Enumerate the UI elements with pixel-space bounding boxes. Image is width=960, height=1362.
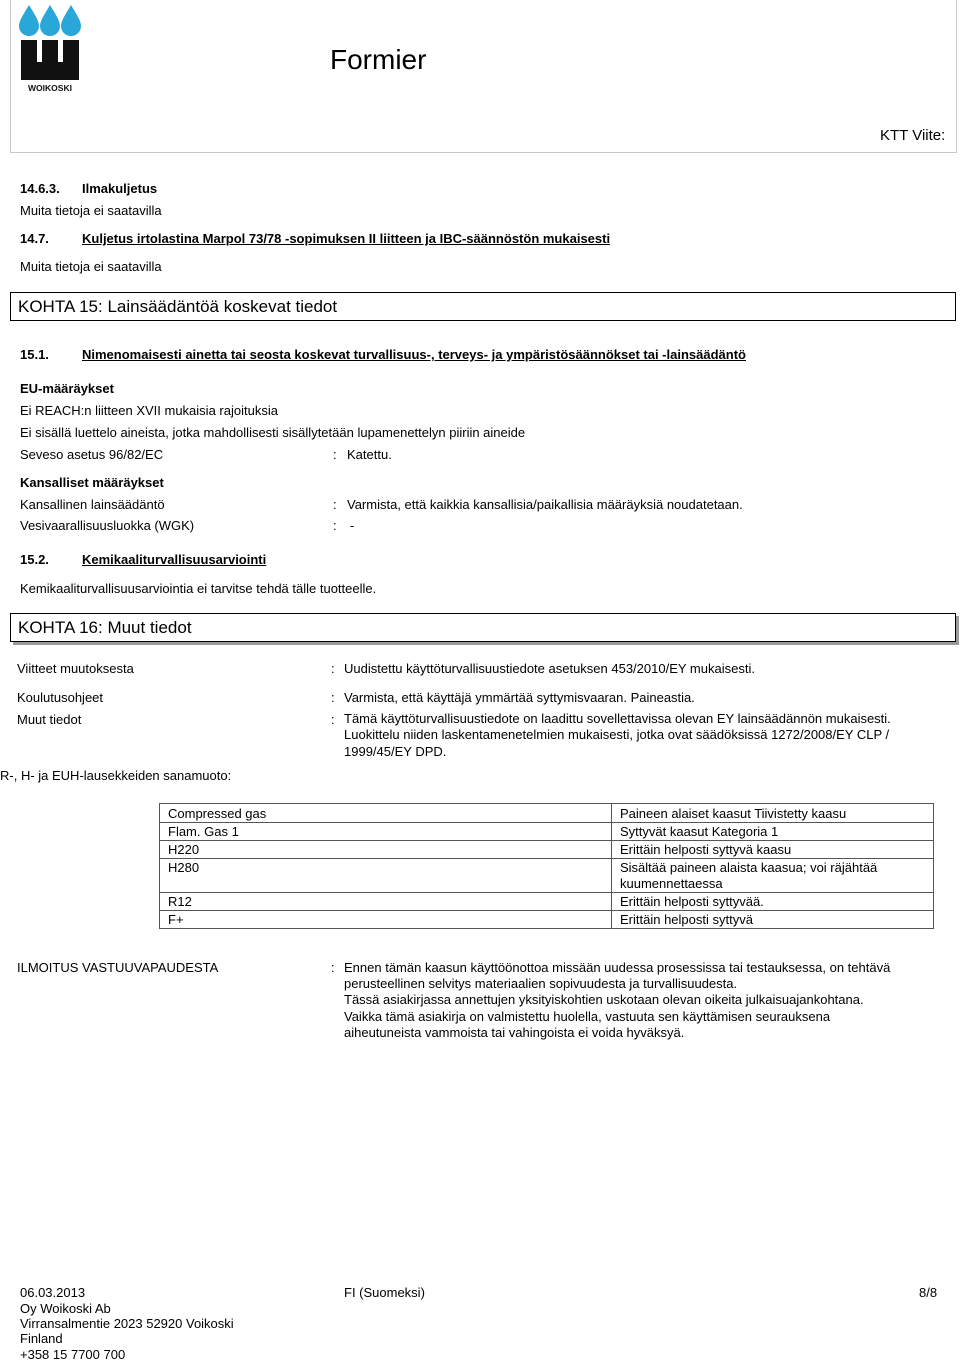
wgk-label: Vesivaarallisuusluokka (WGK) bbox=[20, 518, 195, 533]
disclaimer-line-1: Ennen tämän kaasun käyttöönottoa missään uudessa prosessissa tai testauksessa, on tehtävä bbox=[344, 960, 891, 975]
footer-country: Finland bbox=[20, 1331, 63, 1346]
phrase-text: Syttyvät kaasut Kategoria 1 bbox=[612, 823, 934, 841]
page-header bbox=[10, 0, 957, 153]
svg-text:WOIKOSKI: WOIKOSKI bbox=[28, 83, 72, 93]
other-info-label: Muut tiedot bbox=[17, 712, 82, 727]
section-16-header bbox=[10, 613, 956, 642]
phrase-code: F+ bbox=[160, 911, 612, 929]
section-14-7-number: 14.7. bbox=[20, 231, 49, 246]
section-15-1-title: Nimenomaisesti ainetta tai seosta koskevat turvallisuus-, terveys- ja ympäristösäännökset tai -lainsäädäntö bbox=[82, 347, 746, 362]
national-regulations-heading: Kansalliset määräykset bbox=[20, 475, 164, 490]
phrase-code: Flam. Gas 1 bbox=[160, 823, 612, 841]
training-value: Varmista, että käyttäjä ymmärtää syttymisvaaran. Paineastia. bbox=[344, 690, 695, 705]
section-15-2-text: Kemikaaliturvallisuusarviointia ei tarvitse tehdä tälle tuotteelle. bbox=[20, 581, 377, 596]
changes-colon: : bbox=[331, 661, 335, 676]
other-info-line-1: Tämä käyttöturvallisuustiedote on laadittu sovellettavissa olevan EY lainsäädännön mukaisesti. bbox=[344, 711, 891, 726]
other-info-colon: : bbox=[331, 712, 335, 727]
phrase-code: H220 bbox=[160, 841, 612, 859]
section-14-7-title: Kuljetus irtolastina Marpol 73/78 -sopimuksen II liitteen ja IBC-säännöstön mukaisesti bbox=[82, 231, 611, 246]
footer-date: 06.03.2013 bbox=[20, 1285, 86, 1300]
phrase-text: Erittäin helposti syttyvää. bbox=[612, 893, 934, 911]
footer-language: FI (Suomeksi) bbox=[344, 1285, 425, 1300]
logo-icon bbox=[10, 0, 90, 100]
wgk-value: - bbox=[350, 518, 355, 533]
changes-label: Viitteet muutoksesta bbox=[17, 661, 134, 676]
section-14-6-3-title: Ilmakuljetus bbox=[82, 181, 158, 196]
woikoski-logo bbox=[10, 0, 90, 100]
disclaimer-line-5: aiheutuneista vammoista tai vahingoista ei voida hyväksyä. bbox=[344, 1025, 685, 1040]
other-info-line-2: Luokittelu niiden laskentamenetelmien mukaisesti, jotka ovat säädöksissä 1272/2008/EY CLP / bbox=[344, 727, 890, 742]
phrase-text: Erittäin helposti syttyvä kaasu bbox=[612, 841, 934, 859]
changes-value: Uudistettu käyttöturvallisuustiedote asetuksen 453/2010/EY mukaisesti. bbox=[344, 661, 755, 676]
section-14-7-text: Muita tietoja ei saatavilla bbox=[20, 259, 162, 274]
table-row bbox=[160, 804, 934, 823]
national-law-label: Kansallinen lainsäädäntö bbox=[20, 497, 165, 512]
phrases-table bbox=[159, 803, 934, 929]
eu-line-1: Ei REACH:n liitteen XVII mukaisia rajoituksia bbox=[20, 403, 278, 418]
section-14-6-3-number: 14.6.3. bbox=[20, 181, 60, 196]
seveso-colon: : bbox=[333, 447, 337, 462]
phrase-text: Sisältää paineen alaista kaasua; voi räjähtää kuumennettaessa bbox=[612, 859, 934, 893]
footer-address: Virransalmentie 2023 52920 Voikoski bbox=[20, 1316, 234, 1331]
reference-label: KTT Viite: bbox=[880, 127, 946, 144]
wgk-colon: : bbox=[333, 518, 337, 533]
seveso-value: Katettu. bbox=[347, 447, 392, 462]
phrase-text: Erittäin helposti syttyvä bbox=[612, 911, 934, 929]
phrase-code: H280 bbox=[160, 859, 612, 893]
phrase-code: Compressed gas bbox=[160, 804, 612, 823]
disclaimer-line-2: perusteellinen selvitys materiaalien sopivuudesta ja turvallisuudesta. bbox=[344, 976, 738, 991]
section-15-2-title: Kemikaaliturvallisuusarviointi bbox=[82, 552, 267, 567]
training-colon: : bbox=[331, 690, 335, 705]
section-14-6-3-text: Muita tietoja ei saatavilla bbox=[20, 203, 162, 218]
eu-regulations-heading: EU-määräykset bbox=[20, 381, 114, 396]
national-law-colon: : bbox=[333, 497, 337, 512]
table-row bbox=[160, 823, 934, 841]
table-row bbox=[160, 893, 934, 911]
section-16-title: KOHTA 16: Muut tiedot bbox=[18, 618, 192, 637]
section-15-1-number: 15.1. bbox=[20, 347, 49, 362]
disclaimer-line-4: Vaikka tämä asiakirja on valmistettu huolella, vastuuta sen käyttämisen seurauksena bbox=[344, 1009, 831, 1024]
national-law-value: Varmista, että kaikkia kansallisia/paikallisia määräyksiä noudatetaan. bbox=[347, 497, 743, 512]
table-row bbox=[160, 859, 934, 893]
disclaimer-colon: : bbox=[331, 960, 335, 975]
other-info-line-3: 1999/45/EY DPD. bbox=[344, 744, 447, 759]
section-15-2-number: 15.2. bbox=[20, 552, 49, 567]
disclaimer-label: ILMOITUS VASTUUVAPAUDESTA bbox=[17, 960, 219, 975]
footer-phone: +358 15 7700 700 bbox=[20, 1347, 126, 1362]
table-row bbox=[160, 841, 934, 859]
table-row bbox=[160, 911, 934, 929]
phrase-text: Paineen alaiset kaasut Tiivistetty kaasu bbox=[612, 804, 934, 823]
eu-line-2: Ei sisällä luettelo aineista, jotka mahdollisesti sisällytetään lupamenettelyn piiriin aineide bbox=[20, 425, 526, 440]
phrases-label: R-, H- ja EUH-lausekkeiden sanamuoto: bbox=[0, 768, 232, 783]
training-label: Koulutusohjeet bbox=[17, 690, 104, 705]
seveso-label: Seveso asetus 96/82/EC bbox=[20, 447, 164, 462]
section-15-header bbox=[10, 292, 956, 321]
footer-page-number: 8/8 bbox=[919, 1285, 938, 1300]
phrase-code: R12 bbox=[160, 893, 612, 911]
disclaimer-line-3: Tässä asiakirjassa annettujen yksityiskohtien uskotaan olevan oikeita julkaisuajankohtana. bbox=[344, 992, 864, 1007]
document-title: Formier bbox=[330, 44, 427, 75]
section-15-title: KOHTA 15: Lainsäädäntöä koskevat tiedot bbox=[18, 297, 338, 316]
footer-company: Oy Woikoski Ab bbox=[20, 1301, 111, 1316]
